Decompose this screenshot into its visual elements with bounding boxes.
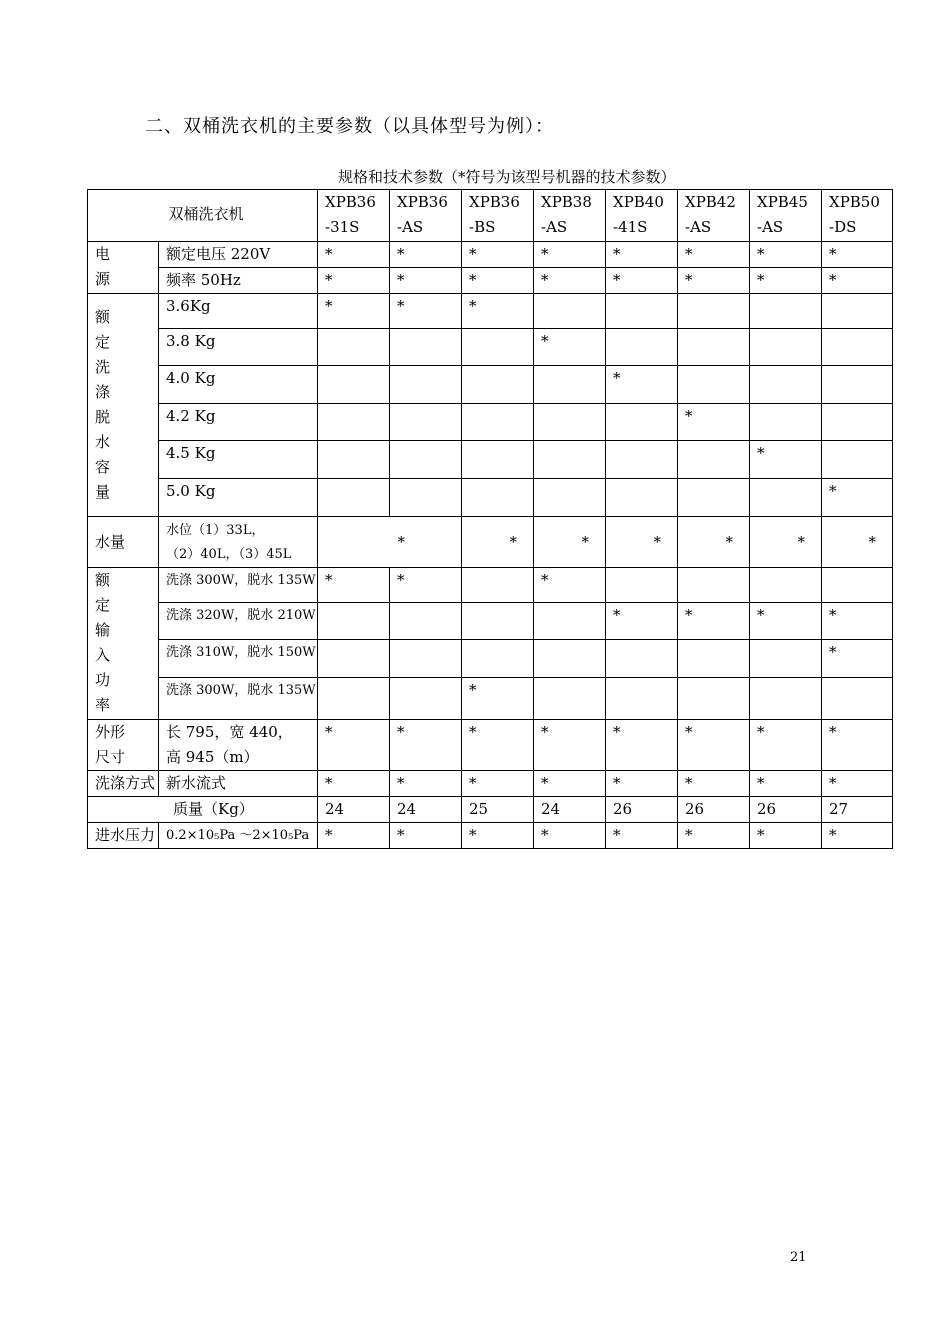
value-cell bbox=[390, 329, 462, 366]
value-cell: * bbox=[390, 823, 462, 849]
table-caption: 规格和技术参数（*符号为该型号机器的技术参数） bbox=[338, 168, 676, 186]
row-label: 额定电压 220V bbox=[159, 242, 318, 268]
row-label: 洗涤 300W，脱水 135W bbox=[159, 568, 318, 603]
model-cell: XPB50 -DS bbox=[822, 190, 893, 242]
value-cell: * bbox=[534, 568, 606, 603]
value-cell bbox=[678, 329, 750, 366]
value-cell: * bbox=[318, 568, 390, 603]
value-cell: * bbox=[822, 517, 893, 568]
value-cell: * bbox=[390, 720, 462, 771]
value-cell bbox=[318, 329, 390, 366]
value-cell: 24 bbox=[390, 797, 462, 823]
value-cell: * bbox=[318, 771, 390, 797]
value-cell bbox=[462, 404, 534, 441]
capacity-row bbox=[88, 404, 893, 441]
value-cell bbox=[390, 678, 462, 720]
value-cell bbox=[750, 568, 822, 603]
value-cell: * bbox=[534, 268, 606, 294]
value-cell: * bbox=[390, 294, 462, 329]
value-cell: * bbox=[822, 720, 893, 771]
value-cell bbox=[678, 441, 750, 479]
mass-label: 质量（Kg） bbox=[88, 797, 318, 823]
value-cell bbox=[822, 366, 893, 404]
value-cell bbox=[822, 329, 893, 366]
value-cell bbox=[606, 568, 678, 603]
value-cell: * bbox=[462, 823, 534, 849]
value-cell bbox=[606, 294, 678, 329]
value-cell: * bbox=[606, 268, 678, 294]
value-cell bbox=[318, 640, 390, 678]
model-cell: XPB45 -AS bbox=[750, 190, 822, 242]
value-cell bbox=[822, 294, 893, 329]
input-power-group-label: 额 定 输 入 功 率 bbox=[88, 568, 159, 720]
value-cell bbox=[462, 640, 534, 678]
value-cell: * bbox=[678, 771, 750, 797]
dimensions-desc: 长 795，宽 440， 高 945（m） bbox=[159, 720, 318, 771]
water-desc: 水位（1）33L， （2）40L，（3）45L bbox=[159, 517, 318, 568]
value-cell: * bbox=[318, 268, 390, 294]
value-cell: * bbox=[462, 242, 534, 268]
value-cell bbox=[750, 678, 822, 720]
inlet-pressure-row bbox=[88, 823, 893, 849]
value-cell: * bbox=[678, 404, 750, 441]
value-cell: * bbox=[750, 771, 822, 797]
value-cell: * bbox=[318, 294, 390, 329]
value-cell bbox=[534, 366, 606, 404]
value-cell: * bbox=[678, 720, 750, 771]
value-cell: 24 bbox=[318, 797, 390, 823]
model-cell: XPB36 -AS bbox=[390, 190, 462, 242]
value-cell: * bbox=[822, 640, 893, 678]
value-cell: * bbox=[750, 242, 822, 268]
value-cell: 25 bbox=[462, 797, 534, 823]
value-cell bbox=[534, 640, 606, 678]
value-cell: * bbox=[318, 720, 390, 771]
header-row bbox=[88, 190, 893, 242]
value-cell: * bbox=[606, 366, 678, 404]
value-cell bbox=[462, 366, 534, 404]
value-cell bbox=[678, 678, 750, 720]
value-cell: * bbox=[390, 268, 462, 294]
value-cell bbox=[534, 603, 606, 640]
model-cell: XPB38 -AS bbox=[534, 190, 606, 242]
row-label: 频率 50Hz bbox=[159, 268, 318, 294]
capacity-row bbox=[88, 294, 893, 329]
water-label: 水量 bbox=[88, 517, 159, 568]
value-cell bbox=[750, 479, 822, 517]
input-power-row bbox=[88, 568, 893, 603]
value-cell: * bbox=[750, 720, 822, 771]
value-cell bbox=[606, 441, 678, 479]
value-cell bbox=[534, 678, 606, 720]
value-cell: * bbox=[462, 771, 534, 797]
value-cell bbox=[606, 479, 678, 517]
value-cell: * bbox=[750, 823, 822, 849]
value-cell: * bbox=[534, 329, 606, 366]
value-cell bbox=[678, 294, 750, 329]
value-cell: * bbox=[678, 242, 750, 268]
row-label: 3.8 Kg bbox=[159, 329, 318, 366]
page-number: 21 bbox=[790, 1250, 807, 1265]
value-cell bbox=[822, 441, 893, 479]
value-cell: * bbox=[750, 441, 822, 479]
value-cell bbox=[318, 603, 390, 640]
value-cell: * bbox=[318, 517, 462, 568]
power-group-label: 电 源 bbox=[88, 242, 159, 294]
value-cell: * bbox=[534, 720, 606, 771]
value-cell bbox=[678, 640, 750, 678]
value-cell bbox=[318, 441, 390, 479]
value-cell: * bbox=[318, 823, 390, 849]
model-cell: XPB40 -41S bbox=[606, 190, 678, 242]
value-cell bbox=[678, 479, 750, 517]
row-label: 5.0 Kg bbox=[159, 479, 318, 517]
capacity-row bbox=[88, 329, 893, 366]
value-cell bbox=[534, 441, 606, 479]
value-cell: * bbox=[750, 268, 822, 294]
value-cell: 26 bbox=[678, 797, 750, 823]
value-cell: * bbox=[822, 823, 893, 849]
value-cell: * bbox=[822, 268, 893, 294]
wash-mode-label: 洗涤方式 bbox=[88, 771, 159, 797]
value-cell: 27 bbox=[822, 797, 893, 823]
value-cell bbox=[750, 294, 822, 329]
value-cell: * bbox=[534, 823, 606, 849]
water-row bbox=[88, 517, 893, 568]
value-cell: * bbox=[750, 517, 822, 568]
value-cell: * bbox=[462, 720, 534, 771]
value-cell: 26 bbox=[750, 797, 822, 823]
value-cell: * bbox=[678, 517, 750, 568]
value-cell bbox=[390, 640, 462, 678]
value-cell: * bbox=[678, 603, 750, 640]
value-cell bbox=[606, 329, 678, 366]
value-cell bbox=[462, 479, 534, 517]
value-cell bbox=[318, 404, 390, 441]
value-cell: * bbox=[462, 268, 534, 294]
capacity-row bbox=[88, 441, 893, 479]
value-cell: * bbox=[606, 823, 678, 849]
value-cell bbox=[318, 678, 390, 720]
row-label: 3.6Kg bbox=[159, 294, 318, 329]
value-cell: * bbox=[462, 294, 534, 329]
mass-row bbox=[88, 797, 893, 823]
value-cell bbox=[822, 678, 893, 720]
value-cell: * bbox=[678, 268, 750, 294]
value-cell: * bbox=[390, 771, 462, 797]
capacity-group-label: 额 定 洗 涤 脱 水 容 量 bbox=[88, 294, 159, 517]
value-cell bbox=[534, 479, 606, 517]
value-cell: 24 bbox=[534, 797, 606, 823]
value-cell bbox=[462, 441, 534, 479]
value-cell: 26 bbox=[606, 797, 678, 823]
spec-table bbox=[87, 189, 893, 849]
section-heading: 二、双桶洗衣机的主要参数（以具体型号为例）： bbox=[145, 116, 554, 137]
value-cell bbox=[750, 329, 822, 366]
value-cell: * bbox=[318, 242, 390, 268]
dimensions-row bbox=[88, 720, 893, 771]
value-cell bbox=[318, 479, 390, 517]
value-cell bbox=[390, 441, 462, 479]
value-cell bbox=[534, 294, 606, 329]
value-cell: * bbox=[606, 242, 678, 268]
value-cell bbox=[678, 568, 750, 603]
value-cell bbox=[462, 603, 534, 640]
row-label: 4.0 Kg bbox=[159, 366, 318, 404]
value-cell bbox=[318, 366, 390, 404]
value-cell: * bbox=[606, 517, 678, 568]
wash-mode-row bbox=[88, 771, 893, 797]
value-cell bbox=[390, 404, 462, 441]
value-cell: * bbox=[534, 242, 606, 268]
value-cell: * bbox=[462, 678, 534, 720]
input-power-row bbox=[88, 640, 893, 678]
value-cell bbox=[750, 640, 822, 678]
value-cell: * bbox=[606, 720, 678, 771]
value-cell bbox=[390, 479, 462, 517]
value-cell bbox=[390, 603, 462, 640]
wash-mode-desc: 新水流式 bbox=[159, 771, 318, 797]
value-cell: * bbox=[390, 242, 462, 268]
value-cell bbox=[750, 404, 822, 441]
value-cell: * bbox=[390, 568, 462, 603]
value-cell bbox=[606, 640, 678, 678]
capacity-row bbox=[88, 479, 893, 517]
value-cell: * bbox=[606, 603, 678, 640]
value-cell: * bbox=[822, 479, 893, 517]
row-label: 洗涤 310W，脱水 150W bbox=[159, 640, 318, 678]
row-label: 洗涤 320W，脱水 210W bbox=[159, 603, 318, 640]
row-label: 4.5 Kg bbox=[159, 441, 318, 479]
capacity-row bbox=[88, 366, 893, 404]
value-cell: * bbox=[462, 517, 534, 568]
value-cell: * bbox=[822, 603, 893, 640]
value-cell bbox=[606, 404, 678, 441]
value-cell bbox=[534, 404, 606, 441]
value-cell: * bbox=[822, 771, 893, 797]
input-power-row bbox=[88, 603, 893, 640]
value-cell bbox=[822, 568, 893, 603]
value-cell: * bbox=[534, 517, 606, 568]
model-cell: XPB42 -AS bbox=[678, 190, 750, 242]
value-cell bbox=[390, 366, 462, 404]
inlet-pressure-label: 进水压力 bbox=[88, 823, 159, 849]
row-label: 洗涤 300W，脱水 135W bbox=[159, 678, 318, 720]
value-cell: * bbox=[822, 242, 893, 268]
value-cell bbox=[678, 366, 750, 404]
value-cell bbox=[462, 329, 534, 366]
value-cell: * bbox=[534, 771, 606, 797]
power-row bbox=[88, 268, 893, 294]
power-row bbox=[88, 242, 893, 268]
value-cell bbox=[462, 568, 534, 603]
input-power-row bbox=[88, 678, 893, 720]
value-cell bbox=[822, 404, 893, 441]
header-label: 双桶洗衣机 bbox=[88, 190, 318, 242]
inlet-pressure-desc: 0.2×10₅Pa ～2×10₅Pa bbox=[159, 823, 318, 849]
row-label: 4.2 Kg bbox=[159, 404, 318, 441]
value-cell: * bbox=[750, 603, 822, 640]
value-cell: * bbox=[678, 823, 750, 849]
model-cell: XPB36 -31S bbox=[318, 190, 390, 242]
dimensions-label: 外形 尺寸 bbox=[88, 720, 159, 771]
value-cell bbox=[750, 366, 822, 404]
value-cell: * bbox=[606, 771, 678, 797]
value-cell bbox=[606, 678, 678, 720]
model-cell: XPB36 -BS bbox=[462, 190, 534, 242]
